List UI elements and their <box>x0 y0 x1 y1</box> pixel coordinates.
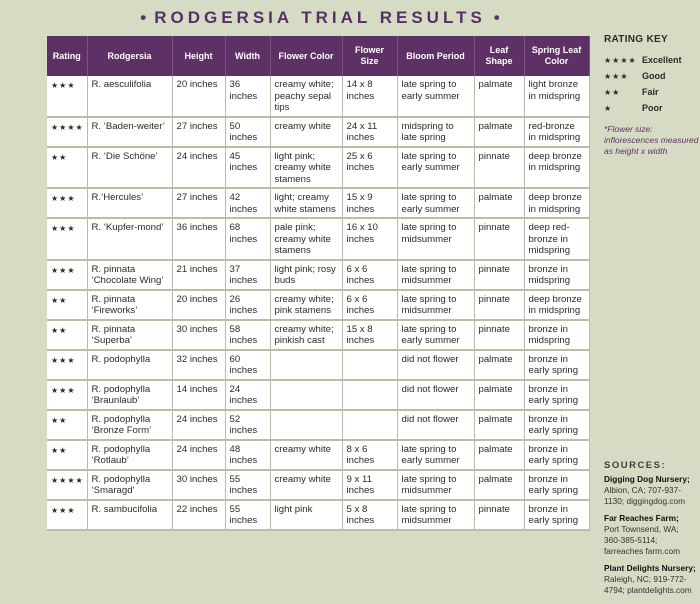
source-entry <box>604 474 696 507</box>
rating-cell: ★★★ <box>47 260 87 290</box>
width-cell: 60 inches <box>225 350 270 380</box>
leaf-shape-cell: palmate <box>474 410 524 440</box>
rating-cell: ★★★★ <box>47 470 87 500</box>
spring-leaf-color-cell: deep bronze in midspring <box>524 188 589 218</box>
column-header: Rating <box>47 36 87 76</box>
source-name: Digging Dog Nursery; <box>604 474 690 484</box>
plant-name-cell: R. podophylla ‘Smaragd’ <box>87 470 172 500</box>
title-bullet-left: • <box>140 8 147 27</box>
flower-color-cell: light pink; creamy white stamens <box>270 147 342 189</box>
rating-cell: ★★ <box>47 440 87 470</box>
source-detail: Albion, CA; 707-937-1130; diggingdog.com <box>604 485 686 506</box>
source-detail: Raleigh, NC; 919-772-4794; plantdelights.com <box>604 574 692 595</box>
column-header: Flower Color <box>270 36 342 76</box>
plant-name-cell: R. pinnata ‘Superba’ <box>87 320 172 350</box>
flower-size-cell <box>342 380 397 410</box>
width-cell: 68 inches <box>225 218 270 260</box>
bloom-period-cell: did not flower <box>397 350 474 380</box>
table-row <box>47 440 589 470</box>
source-entry <box>604 513 696 557</box>
flower-size-cell: 15 x 9 inches <box>342 188 397 218</box>
column-header: Height <box>172 36 225 76</box>
bloom-period-cell: late spring to midsummer <box>397 500 474 530</box>
spring-leaf-color-cell: bronze in early spring <box>524 470 589 500</box>
title-bullet-right: • <box>493 8 500 27</box>
leaf-shape-cell: palmate <box>474 117 524 147</box>
height-cell: 32 inches <box>172 350 225 380</box>
bloom-period-cell: midspring to late spring <box>397 117 474 147</box>
bloom-period-cell: late spring to early summer <box>397 76 474 117</box>
height-cell: 27 inches <box>172 117 225 147</box>
plant-name-cell: R.‘Hercules’ <box>87 188 172 218</box>
table-row <box>47 470 589 500</box>
table-row <box>47 350 589 380</box>
star-rating-icon: ★ <box>604 103 613 113</box>
spring-leaf-color-cell: bronze in early spring <box>524 350 589 380</box>
bloom-period-cell: late spring to midsummer <box>397 290 474 320</box>
source-detail: Port Townsend, WA; 360-385-5114; farreaches farm.com <box>604 524 681 556</box>
spring-leaf-color-cell: bronze in early spring <box>524 500 589 530</box>
table-row <box>47 76 589 117</box>
spring-leaf-color-cell: red-bronze in midspring <box>524 117 589 147</box>
rating-key-title: RATING KEY <box>604 34 668 45</box>
flower-color-cell: creamy white <box>270 440 342 470</box>
flower-color-cell: creamy white <box>270 470 342 500</box>
star-rating-icon: ★★★★ <box>604 55 637 65</box>
leaf-shape-cell: palmate <box>474 76 524 117</box>
flower-color-cell: creamy white; pink stamens <box>270 290 342 320</box>
rating-label: Poor <box>642 103 663 113</box>
bloom-period-cell: late spring to midsummer <box>397 260 474 290</box>
leaf-shape-cell: palmate <box>474 440 524 470</box>
table-row <box>47 218 589 260</box>
rating-label: Good <box>642 71 666 81</box>
bloom-period-cell: late spring to early summer <box>397 440 474 470</box>
rating-cell: ★★★ <box>47 188 87 218</box>
page-title <box>0 8 640 28</box>
rating-cell: ★★★ <box>47 380 87 410</box>
height-cell: 30 inches <box>172 320 225 350</box>
plant-name-cell: R. podophylla ‘Rotlaub’ <box>87 440 172 470</box>
height-cell: 14 inches <box>172 380 225 410</box>
title-text: RODGERSIA TRIAL RESULTS <box>154 8 486 27</box>
flower-size-cell <box>342 410 397 440</box>
rating-key-row <box>604 100 700 116</box>
rating-cell: ★★★ <box>47 218 87 260</box>
flower-size-cell: 6 x 6 inches <box>342 260 397 290</box>
spring-leaf-color-cell: deep red-bronze in midspring <box>524 218 589 260</box>
width-cell: 36 inches <box>225 76 270 117</box>
width-cell: 55 inches <box>225 500 270 530</box>
rating-label: Excellent <box>642 55 682 65</box>
column-header: Rodgersia <box>87 36 172 76</box>
spring-leaf-color-cell: light bronze in midspring <box>524 76 589 117</box>
plant-name-cell: R. podophylla ‘Bronze Form’ <box>87 410 172 440</box>
height-cell: 36 inches <box>172 218 225 260</box>
table-body <box>47 76 589 530</box>
leaf-shape-cell: palmate <box>474 470 524 500</box>
plant-name-cell: R. pinnata ‘Fireworks’ <box>87 290 172 320</box>
flower-size-cell: 25 x 6 inches <box>342 147 397 189</box>
rating-key-row <box>604 52 700 68</box>
leaf-shape-cell: palmate <box>474 188 524 218</box>
source-entry <box>604 563 696 596</box>
table-row <box>47 500 589 530</box>
leaf-shape-cell: pinnate <box>474 500 524 530</box>
height-cell: 24 inches <box>172 440 225 470</box>
column-header: Leaf Shape <box>474 36 524 76</box>
plant-name-cell: R. ‘Die Schöne’ <box>87 147 172 189</box>
width-cell: 55 inches <box>225 470 270 500</box>
rating-cell: ★★★ <box>47 350 87 380</box>
leaf-shape-cell: pinnate <box>474 260 524 290</box>
column-header: Bloom Period <box>397 36 474 76</box>
leaf-shape-cell: pinnate <box>474 320 524 350</box>
flower-color-cell: pale pink; creamy white stamens <box>270 218 342 260</box>
rating-cell: ★★ <box>47 410 87 440</box>
table-row <box>47 147 589 189</box>
bloom-period-cell: late spring to early summer <box>397 147 474 189</box>
table-row <box>47 290 589 320</box>
table-row <box>47 410 589 440</box>
table-row <box>47 380 589 410</box>
rating-cell: ★★ <box>47 147 87 189</box>
plant-name-cell: R. ‘Kupfer-mond’ <box>87 218 172 260</box>
plant-name-cell: R. ‘Baden-weiter’ <box>87 117 172 147</box>
star-rating-icon: ★★★ <box>604 71 629 81</box>
bloom-period-cell: late spring to midsummer <box>397 218 474 260</box>
rating-key-row <box>604 84 700 100</box>
rating-label: Fair <box>642 87 659 97</box>
width-cell: 26 inches <box>225 290 270 320</box>
rating-cell: ★★ <box>47 320 87 350</box>
trial-results-table <box>47 36 590 531</box>
height-cell: 27 inches <box>172 188 225 218</box>
table-header-row <box>47 36 589 76</box>
plant-name-cell: R. podophylla ‘Braunlaub’ <box>87 380 172 410</box>
leaf-shape-cell: pinnate <box>474 290 524 320</box>
sources-panel <box>604 460 696 602</box>
flower-size-cell: 5 x 8 inches <box>342 500 397 530</box>
spring-leaf-color-cell: bronze in early spring <box>524 380 589 410</box>
height-cell: 24 inches <box>172 410 225 440</box>
flower-color-cell: creamy white; pinkish cast <box>270 320 342 350</box>
plant-name-cell: R. sambucifolia <box>87 500 172 530</box>
leaf-shape-cell: palmate <box>474 380 524 410</box>
width-cell: 24 inches <box>225 380 270 410</box>
table-row <box>47 260 589 290</box>
rating-cell: ★★★★ <box>47 117 87 147</box>
width-cell: 50 inches <box>225 117 270 147</box>
table-row <box>47 117 589 147</box>
width-cell: 52 inches <box>225 410 270 440</box>
flower-color-cell: creamy white; peachy sepal tips <box>270 76 342 117</box>
spring-leaf-color-cell: deep bronze in midspring <box>524 147 589 189</box>
bloom-period-cell: did not flower <box>397 410 474 440</box>
rating-key <box>604 34 700 157</box>
flower-size-note: *Flower size: inflorescences measured as height x width <box>604 124 699 156</box>
flower-size-cell: 14 x 8 inches <box>342 76 397 117</box>
rating-key-row <box>604 68 700 84</box>
flower-color-cell: creamy white <box>270 117 342 147</box>
height-cell: 24 inches <box>172 147 225 189</box>
flower-size-cell: 9 x 11 inches <box>342 470 397 500</box>
bloom-period-cell: late spring to early summer <box>397 320 474 350</box>
spring-leaf-color-cell: bronze in midspring <box>524 260 589 290</box>
spring-leaf-color-cell: deep bronze in midspring <box>524 290 589 320</box>
bloom-period-cell: late spring to early summer <box>397 188 474 218</box>
bloom-period-cell: late spring to midsummer <box>397 470 474 500</box>
height-cell: 22 inches <box>172 500 225 530</box>
leaf-shape-cell: pinnate <box>474 218 524 260</box>
column-header: Spring Leaf Color <box>524 36 589 76</box>
height-cell: 30 inches <box>172 470 225 500</box>
bloom-period-cell: did not flower <box>397 380 474 410</box>
height-cell: 21 inches <box>172 260 225 290</box>
flower-size-cell: 8 x 6 inches <box>342 440 397 470</box>
width-cell: 37 inches <box>225 260 270 290</box>
column-header: Flower Size <box>342 36 397 76</box>
sources-title: SOURCES: <box>604 460 667 471</box>
source-name: Plant Delights Nursery; <box>604 563 696 573</box>
rating-cell: ★★★ <box>47 76 87 117</box>
flower-size-cell: 24 x 11 inches <box>342 117 397 147</box>
flower-size-cell <box>342 350 397 380</box>
star-rating-icon: ★★ <box>604 87 621 97</box>
flower-color-cell: light; creamy white stamens <box>270 188 342 218</box>
spring-leaf-color-cell: bronze in early spring <box>524 410 589 440</box>
plant-name-cell: R. podophylla <box>87 350 172 380</box>
table-row <box>47 320 589 350</box>
width-cell: 42 inches <box>225 188 270 218</box>
flower-color-cell <box>270 350 342 380</box>
flower-color-cell <box>270 410 342 440</box>
table-row <box>47 188 589 218</box>
spring-leaf-color-cell: bronze in early spring <box>524 440 589 470</box>
column-header: Width <box>225 36 270 76</box>
height-cell: 20 inches <box>172 290 225 320</box>
flower-size-cell: 15 x 8 inches <box>342 320 397 350</box>
leaf-shape-cell: palmate <box>474 350 524 380</box>
height-cell: 20 inches <box>172 76 225 117</box>
width-cell: 45 inches <box>225 147 270 189</box>
flower-color-cell: light pink; rosy buds <box>270 260 342 290</box>
leaf-shape-cell: pinnate <box>474 147 524 189</box>
rating-cell: ★★★ <box>47 500 87 530</box>
width-cell: 48 inches <box>225 440 270 470</box>
flower-color-cell <box>270 380 342 410</box>
width-cell: 58 inches <box>225 320 270 350</box>
flower-size-cell: 6 x 6 inches <box>342 290 397 320</box>
spring-leaf-color-cell: bronze in midspring <box>524 320 589 350</box>
plant-name-cell: R. pinnata ‘Chocolate Wing’ <box>87 260 172 290</box>
rating-cell: ★★ <box>47 290 87 320</box>
plant-name-cell: R. aesculifolia <box>87 76 172 117</box>
flower-size-cell: 16 x 10 inches <box>342 218 397 260</box>
flower-color-cell: light pink <box>270 500 342 530</box>
source-name: Far Reaches Farm; <box>604 513 679 523</box>
